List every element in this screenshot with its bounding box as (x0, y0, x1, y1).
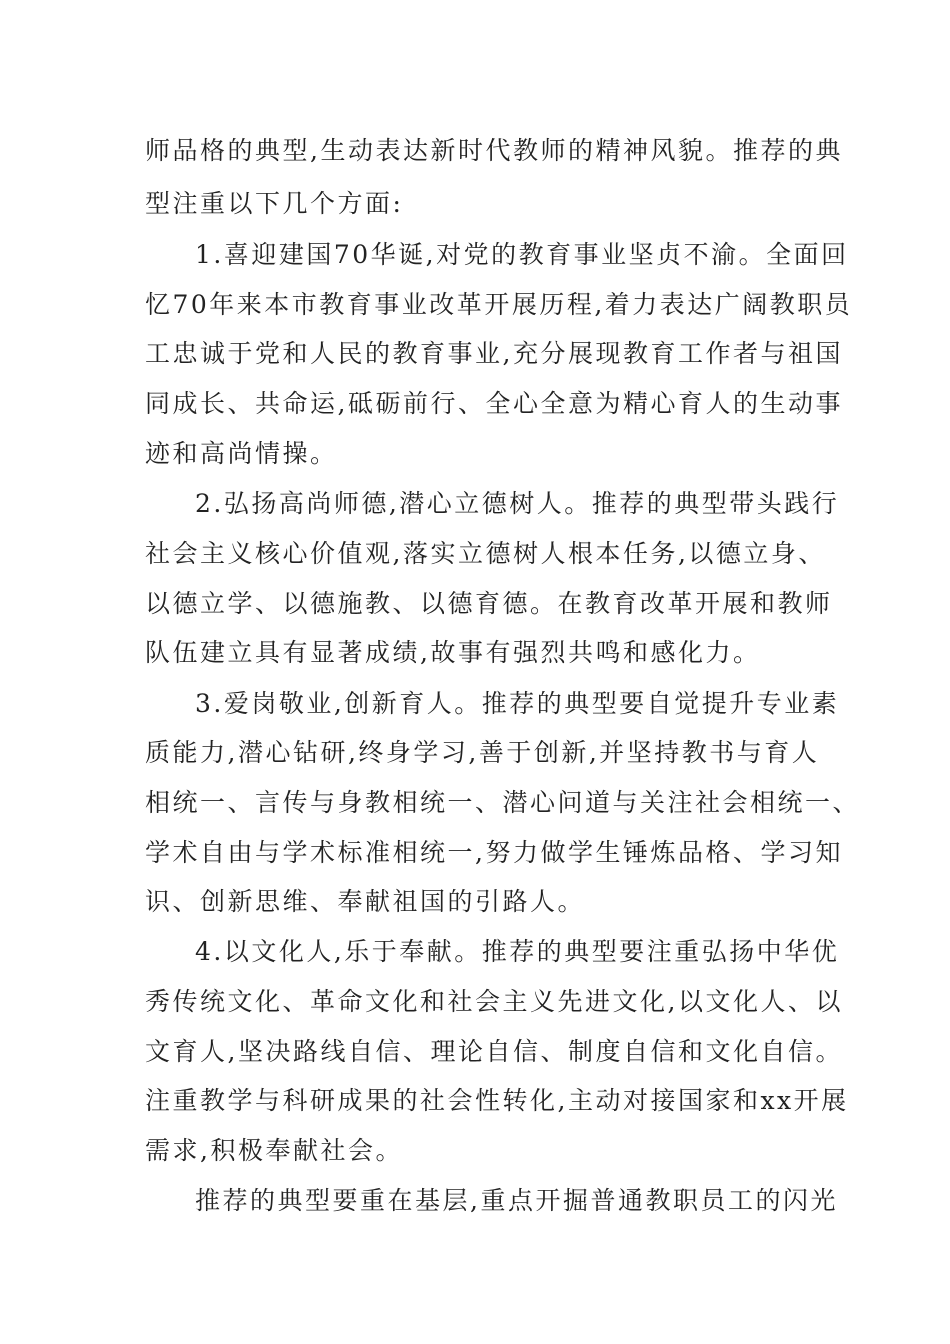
text-line: 队伍建立具有显著成绩,故事有强烈共鸣和感化力。 (145, 638, 761, 667)
text-line: 推荐的典型要重在基层,重点开掘普通教职员工的闪光 (195, 1186, 838, 1215)
text-line: 质能力,潜心钻研,终身学习,善于创新,并坚持教书与育人 (145, 738, 820, 767)
text-line: 工忠诚于党和人民的教育事业,充分展现教育工作者与祖国 (145, 339, 843, 368)
text-line: 需求,积极奉献社会。 (145, 1136, 403, 1165)
text-line: 忆70年来本市教育事业改革开展历程,着力表达广阔教职员 (145, 290, 853, 319)
text-line: 同成长、共命运,砥砺前行、全心全意为精心育人的生动事 (145, 389, 843, 418)
text-line: 注重教学与科研成果的社会性转化,主动对接国家和xx开展 (145, 1086, 849, 1115)
text-line: 文育人,坚决路线自信、理论自信、制度自信和文化自信。 (145, 1037, 843, 1066)
text-line: 2.弘扬高尚师德,潜心立德树人。推荐的典型带头践行 (195, 489, 840, 518)
text-line: 型注重以下几个方面: (145, 189, 404, 218)
text-line: 秀传统文化、革命文化和社会主义先进文化,以文化人、以 (145, 987, 843, 1016)
text-line: 3.爱岗敬业,创新育人。推荐的典型要自觉提升专业素 (195, 689, 840, 718)
text-line: 社会主义核心价值观,落实立德树人根本任务,以德立身、 (145, 539, 826, 568)
text-line: 4.以文化人,乐于奉献。推荐的典型要注重弘扬中华优 (195, 937, 840, 966)
text-line: 以德立学、以德施教、以德育德。在教育改革开展和教师 (145, 589, 833, 618)
text-line: 迹和高尚情操。 (145, 439, 338, 468)
text-line: 相统一、言传与身教相统一、潜心问道与关注社会相统一、 (145, 788, 861, 817)
text-line: 1.喜迎建国70华诞,对党的教育事业坚贞不渝。全面回 (195, 240, 849, 269)
text-line: 学术自由与学术标准相统一,努力做学生锤炼品格、学习知 (145, 838, 843, 867)
text-line: 识、创新思维、奉献祖国的引路人。 (145, 887, 586, 916)
text-line: 师品格的典型,生动表达新时代教师的精神风貌。推荐的典 (145, 136, 843, 165)
